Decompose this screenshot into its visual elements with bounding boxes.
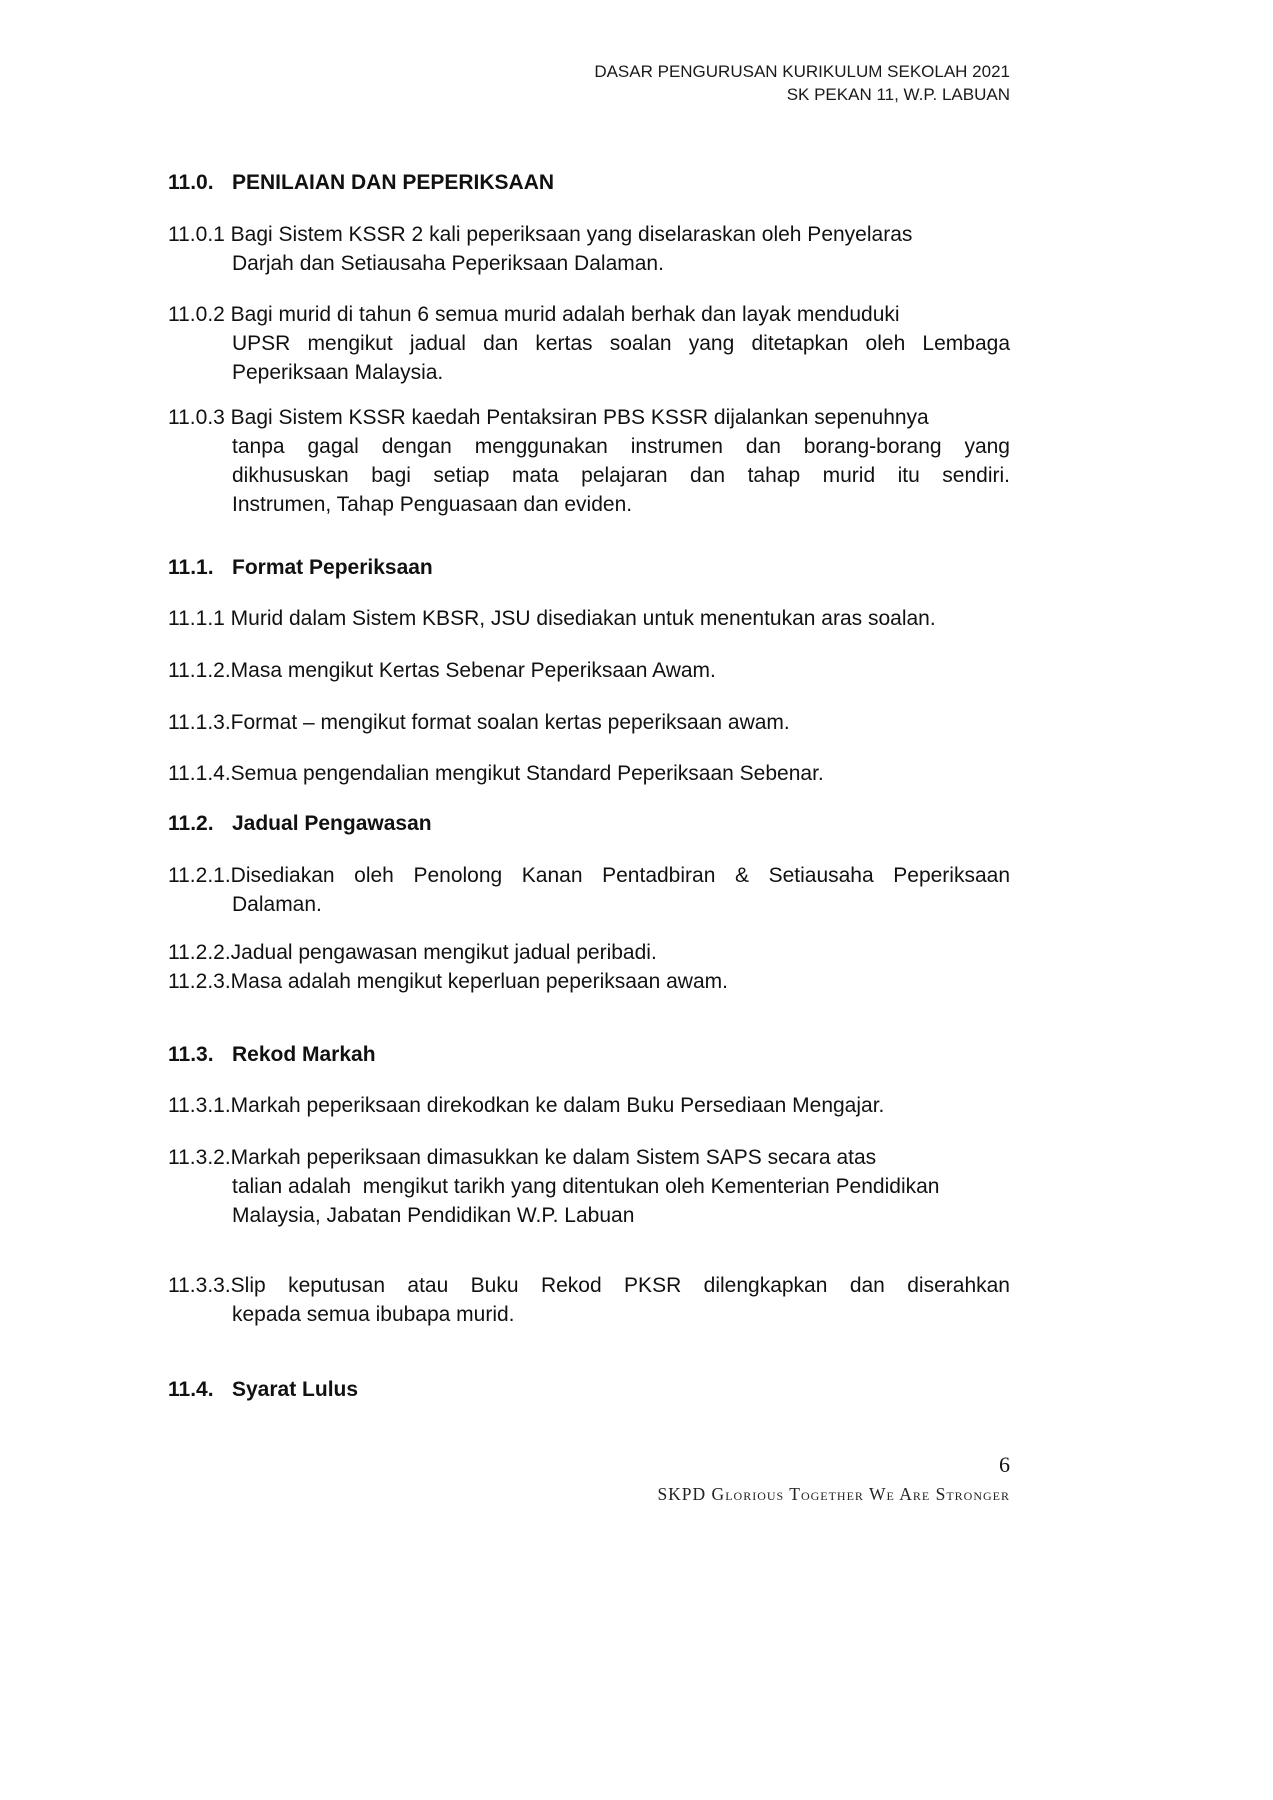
school-motto: SKPD Glorious Together We Are Stronger xyxy=(657,1484,1010,1504)
header-subtitle: SK PEKAN 11, W.P. LABUAN xyxy=(786,85,1010,104)
paragraph-11-1-4 xyxy=(168,759,1010,788)
page-number: 6 xyxy=(999,1452,1010,1477)
paragraph-line: 11.3.3.Slip keputusan atau Buku Rekod PKSR dilengkapkan dan diserahkan xyxy=(168,1274,1010,1297)
paragraph-line: 11.2.2.Jadual pengawasan mengikut jadual peribadi. xyxy=(168,941,657,964)
paragraph-11-1-2 xyxy=(168,656,1010,685)
section-title: PENILAIAN DAN PEPERIKSAAN xyxy=(232,171,555,194)
header-title: DASAR PENGURUSAN KURIKULUM SEKOLAH 2021 xyxy=(594,62,1010,81)
paragraph-line: Instrumen, Tahap Penguasaan dan eviden. xyxy=(232,493,633,516)
paragraph-line: 11.0.3 Bagi Sistem KSSR kaedah Pentaksiran PBS KSSR dijalankan sepenuhnya xyxy=(168,406,929,429)
paragraph-11-3-1 xyxy=(168,1091,1010,1120)
section-heading-11-4 xyxy=(168,1375,1010,1404)
paragraph-line: Dalaman. xyxy=(232,893,322,916)
section-title: Jadual Pengawasan xyxy=(232,812,432,835)
paragraph-line: Darjah dan Setiausaha Peperiksaan Dalaman. xyxy=(232,252,664,275)
section-heading-11-3 xyxy=(168,1040,1010,1069)
paragraph-line: Peperiksaan Malaysia. xyxy=(232,361,444,384)
paragraph-11-0-2 xyxy=(168,300,1010,387)
paragraph-11-2-3 xyxy=(168,967,1010,996)
section-number: 11.0. xyxy=(168,171,214,194)
section-title: Format Peperiksaan xyxy=(232,556,433,579)
section-number: 11.2. xyxy=(168,812,214,835)
paragraph-11-1-1 xyxy=(168,604,1010,633)
document-footer xyxy=(657,1452,1010,1505)
paragraph-line: tanpa gagal dengan menggunakan instrumen dan borang-borang yang xyxy=(232,435,1010,458)
paragraph-line: 11.1.4.Semua pengendalian mengikut Standard Peperiksaan Sebenar. xyxy=(168,762,824,785)
paragraph-11-3-2 xyxy=(168,1143,1010,1230)
paragraph-11-0-1 xyxy=(168,220,1010,278)
paragraph-line: 11.2.3.Masa adalah mengikut keperluan peperiksaan awam. xyxy=(168,970,728,993)
section-number: 11.4. xyxy=(168,1378,214,1401)
paragraph-line: 11.0.1 Bagi Sistem KSSR 2 kali peperiksaan yang diselaraskan oleh Penyelaras xyxy=(168,223,913,246)
paragraph-line: 11.3.2.Markah peperiksaan dimasukkan ke dalam Sistem SAPS secara atas xyxy=(168,1146,877,1169)
paragraph-line: talian adalah mengikut tarikh yang ditentukan oleh Kementerian Pendidikan xyxy=(232,1175,940,1198)
paragraph-line: dikhususkan bagi setiap mata pelajaran dan tahap murid itu sendiri. xyxy=(232,464,1010,487)
paragraph-11-3-3 xyxy=(168,1271,1010,1329)
paragraph-line: kepada semua ibubapa murid. xyxy=(232,1303,515,1326)
paragraph-11-2-1 xyxy=(168,861,1010,919)
paragraph-line: UPSR mengikut jadual dan kertas soalan yang ditetapkan oleh Lembaga xyxy=(232,332,1010,355)
paragraph-line: 11.3.1.Markah peperiksaan direkodkan ke dalam Buku Persediaan Mengajar. xyxy=(168,1094,885,1117)
paragraph-line: 11.0.2 Bagi murid di tahun 6 semua murid adalah berhak dan layak menduduki xyxy=(168,303,900,326)
document-header xyxy=(168,60,1010,106)
document-content xyxy=(168,168,1010,1404)
paragraph-line: Malaysia, Jabatan Pendidikan W.P. Labuan xyxy=(232,1204,635,1227)
section-heading-11-1 xyxy=(168,553,1010,582)
section-number: 11.3. xyxy=(168,1043,214,1066)
paragraph-11-1-3 xyxy=(168,708,1010,737)
paragraph-line: 11.1.3.Format – mengikut format soalan kertas peperiksaan awam. xyxy=(168,711,790,734)
paragraph-line: 11.2.1.Disediakan oleh Penolong Kanan Pentadbiran & Setiausaha Peperiksaan xyxy=(168,864,1010,887)
paragraph-11-2-2 xyxy=(168,938,1010,967)
section-number: 11.1. xyxy=(168,556,214,579)
paragraph-line: 11.1.1 Murid dalam Sistem KBSR, JSU disediakan untuk menentukan aras soalan. xyxy=(168,607,936,630)
section-title: Syarat Lulus xyxy=(232,1378,359,1401)
section-heading-11-2 xyxy=(168,809,1010,838)
paragraph-line: 11.1.2.Masa mengikut Kertas Sebenar Peperiksaan Awam. xyxy=(168,659,716,682)
section-heading-11-0 xyxy=(168,168,1010,197)
paragraph-11-0-3 xyxy=(168,403,1010,519)
section-title: Rekod Markah xyxy=(232,1043,376,1066)
